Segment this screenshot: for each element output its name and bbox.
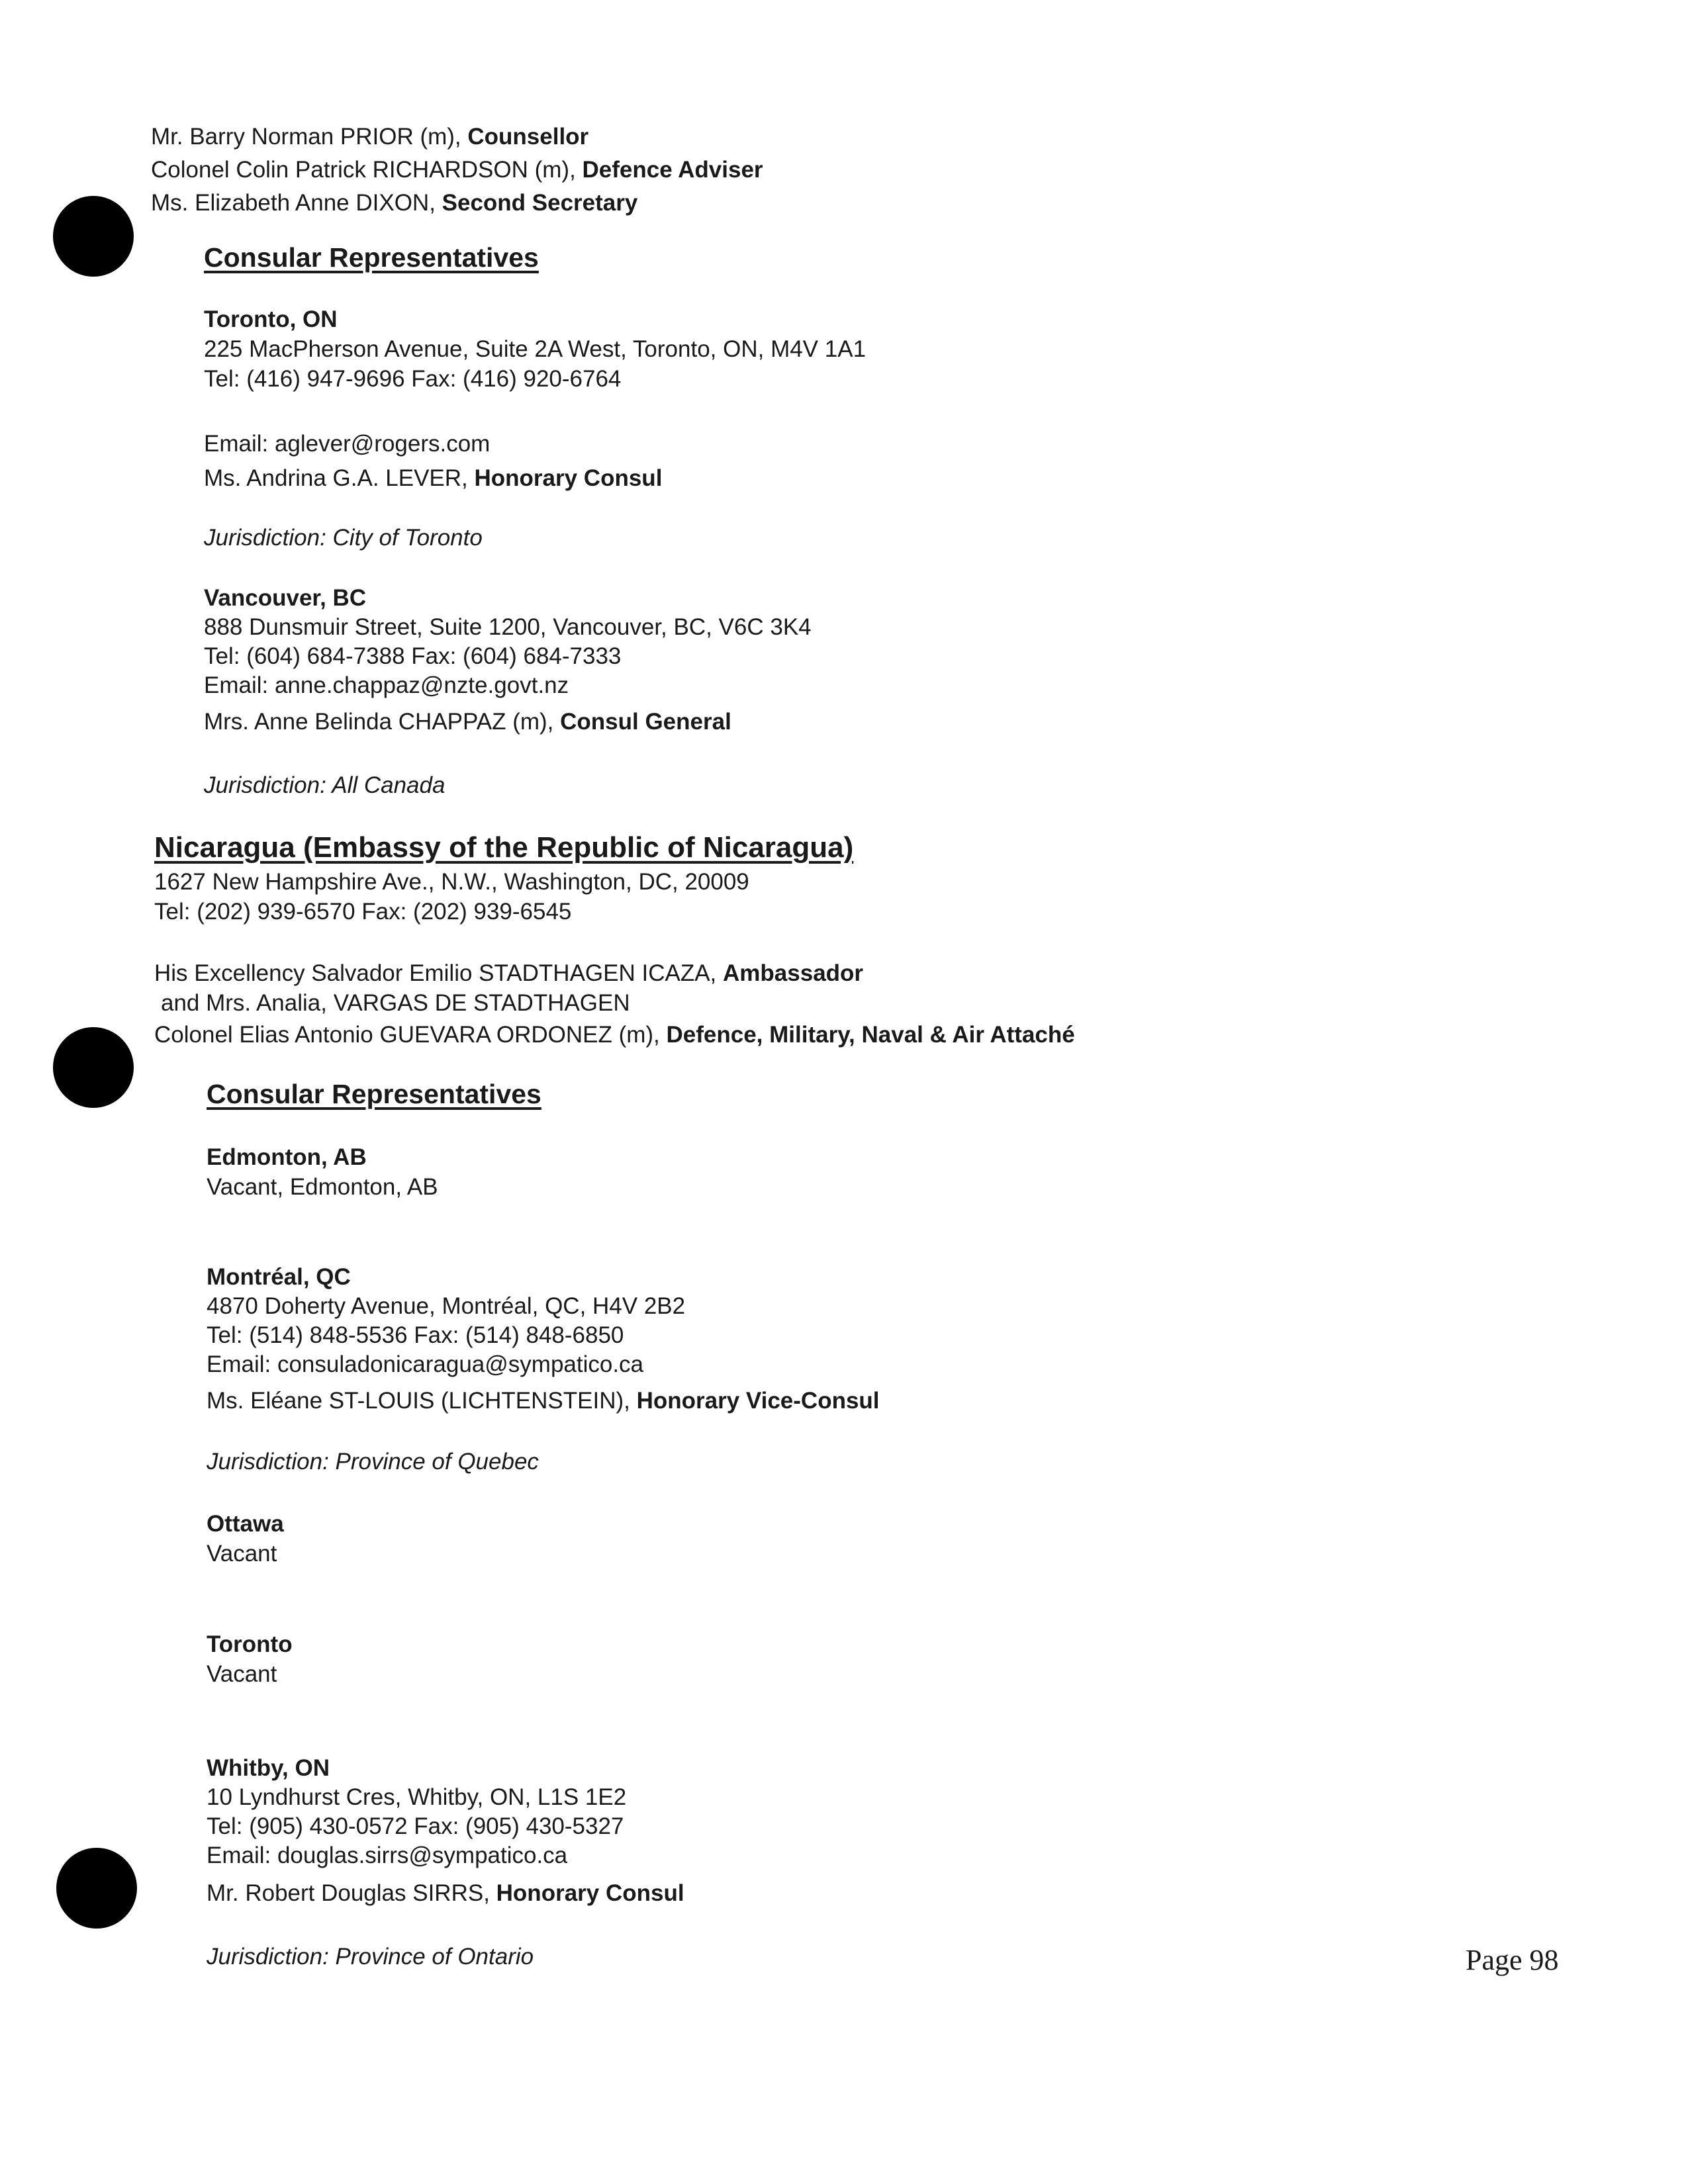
staff-name: Mr. Barry Norman PRIOR (m), bbox=[151, 124, 468, 150]
email: Email: anne.chappaz@nzte.govt.nz bbox=[204, 672, 569, 698]
tel-fax: Tel: (202) 939-6570 Fax: (202) 939-6545 bbox=[154, 899, 572, 925]
tel-fax: Tel: (604) 684-7388 Fax: (604) 684-7333 bbox=[204, 643, 622, 669]
address: 888 Dunsmuir Street, Suite 1200, Vancouver, BC, V6C 3K4 bbox=[204, 614, 812, 640]
city-name: Montréal, QC bbox=[207, 1264, 351, 1290]
rep-title: Consul General bbox=[560, 709, 731, 735]
staff-title: Second Secretary bbox=[442, 190, 638, 216]
nicaragua-consular-heading bbox=[207, 1077, 541, 1111]
address: 10 Lyndhurst Cres, Whitby, ON, L1S 1E2 bbox=[207, 1784, 627, 1810]
address: 225 MacPherson Avenue, Suite 2A West, Toronto, ON, M4V 1A1 bbox=[204, 336, 867, 362]
punch-hole-middle bbox=[53, 1027, 134, 1108]
nicaragua-heading bbox=[154, 830, 853, 866]
address: 4870 Doherty Avenue, Montréal, QC, H4V 2B2 bbox=[207, 1293, 686, 1319]
punch-hole-top bbox=[53, 196, 134, 277]
staff-title: Counsellor bbox=[467, 124, 589, 150]
city-name: Edmonton, AB bbox=[207, 1144, 367, 1170]
jurisdiction: Jurisdiction: Province of Quebec bbox=[207, 1449, 539, 1475]
rep-name: Mrs. Anne Belinda CHAPPAZ (m), bbox=[204, 709, 561, 735]
address: 1627 New Hampshire Ave., N.W., Washington, DC, 20009 bbox=[154, 869, 749, 895]
nz-vancouver-rep bbox=[204, 707, 731, 737]
nz-consular-heading bbox=[204, 241, 539, 274]
section-heading: Consular Representatives bbox=[204, 242, 539, 273]
staff-name: Colonel Colin Patrick RICHARDSON (m), bbox=[151, 157, 583, 183]
staff-entry bbox=[151, 187, 763, 220]
rep-name: Mr. Robert Douglas SIRRS, bbox=[207, 1880, 496, 1906]
montreal-block bbox=[207, 1263, 685, 1379]
ambassador-name: His Excellency Salvador Emilio STADTHAGEN ICAZA, bbox=[154, 960, 724, 986]
representative bbox=[204, 707, 731, 737]
tel-fax: Tel: (416) 947-9696 Fax: (416) 920-6764 bbox=[204, 366, 622, 392]
ambassador-title: Ambassador bbox=[723, 960, 864, 986]
ambassador-spouse: and Mrs. Analia, VARGAS DE STADTHAGEN bbox=[161, 990, 630, 1016]
ambassador bbox=[154, 958, 1075, 988]
staff-name: Ms. Elizabeth Anne DIXON, bbox=[151, 190, 442, 216]
edmonton-block bbox=[207, 1142, 438, 1202]
montreal-rep bbox=[207, 1386, 880, 1416]
vacant-note: Vacant bbox=[207, 1541, 277, 1567]
jurisdiction: Jurisdiction: Province of Ontario bbox=[207, 1944, 534, 1970]
nz-toronto-block bbox=[204, 304, 866, 394]
nicaragua-address-block bbox=[154, 867, 749, 927]
section-heading: Consular Representatives bbox=[207, 1079, 541, 1109]
nz-staff-list bbox=[151, 120, 763, 220]
city-name: Toronto, ON bbox=[204, 306, 338, 332]
rep-name: Ms. Andrina G.A. LEVER, bbox=[204, 465, 475, 491]
whitby-block bbox=[207, 1754, 626, 1870]
staff-title: Defence Adviser bbox=[582, 157, 763, 183]
email: Email: douglas.sirrs@sympatico.ca bbox=[207, 1843, 568, 1868]
nicaragua-staff bbox=[154, 958, 1075, 1052]
rep-title: Honorary Consul bbox=[474, 465, 663, 491]
punch-hole-bottom bbox=[56, 1848, 137, 1929]
email: Email: aglever@rogers.com bbox=[204, 431, 491, 457]
rep-name: Ms. Eléane ST-LOUIS (LICHTENSTEIN), bbox=[207, 1388, 637, 1414]
city-name: Vancouver, BC bbox=[204, 585, 367, 611]
montreal-jurisdiction bbox=[207, 1447, 539, 1477]
whitby-rep bbox=[207, 1878, 684, 1908]
rep-title: Honorary Vice-Consul bbox=[636, 1388, 880, 1414]
jurisdiction: Jurisdiction: All Canada bbox=[204, 772, 445, 798]
staff-entry bbox=[151, 154, 763, 187]
nz-toronto-contact bbox=[204, 427, 662, 496]
attache-name: Colonel Elias Antonio GUEVARA ORDONEZ (m), bbox=[154, 1022, 667, 1048]
nz-vancouver-jurisdiction bbox=[204, 770, 445, 800]
whitby-jurisdiction bbox=[207, 1942, 534, 1972]
nz-vancouver-block bbox=[204, 584, 812, 700]
city-name: Ottawa bbox=[207, 1511, 284, 1537]
nicaragua-toronto-block bbox=[207, 1629, 293, 1689]
vacant-note: Vacant, Edmonton, AB bbox=[207, 1174, 438, 1200]
page-number: Page 98 bbox=[1466, 1944, 1559, 1976]
attache-title: Defence, Military, Naval & Air Attaché bbox=[666, 1022, 1075, 1048]
email: Email: consuladonicaragua@sympatico.ca bbox=[207, 1351, 644, 1377]
tel-fax: Tel: (514) 848-5536 Fax: (514) 848-6850 bbox=[207, 1322, 624, 1348]
tel-fax: Tel: (905) 430-0572 Fax: (905) 430-5327 bbox=[207, 1813, 624, 1839]
representative bbox=[207, 1386, 880, 1416]
representative bbox=[204, 461, 662, 496]
attache bbox=[154, 1018, 1075, 1052]
city-name: Whitby, ON bbox=[207, 1755, 330, 1781]
city-name: Toronto bbox=[207, 1631, 293, 1657]
ottawa-block bbox=[207, 1509, 284, 1569]
staff-entry bbox=[151, 120, 763, 154]
jurisdiction: Jurisdiction: City of Toronto bbox=[204, 525, 483, 551]
rep-title: Honorary Consul bbox=[496, 1880, 684, 1906]
vacant-note: Vacant bbox=[207, 1661, 277, 1687]
representative bbox=[207, 1878, 684, 1908]
country-heading: Nicaragua (Embassy of the Republic of Nicaragua) bbox=[154, 831, 854, 864]
nz-toronto-jurisdiction bbox=[204, 523, 483, 553]
